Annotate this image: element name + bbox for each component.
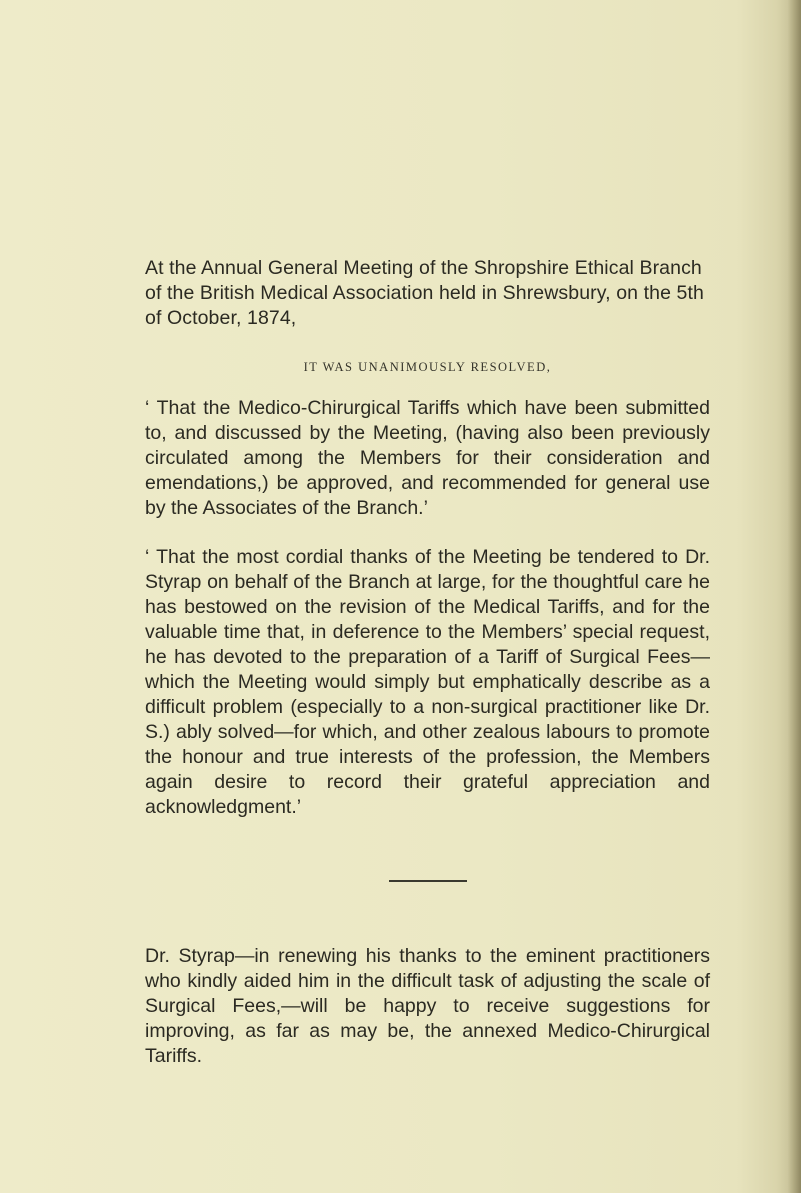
book-spine-edge: [787, 0, 801, 1193]
meeting-intro: At the Annual General Meeting of the Shropshire Ethical Branch of the British Medical Association held in Shrewsbury, on the 5th of October, 1874,: [145, 257, 704, 329]
resolved-heading: IT WAS UNANIMOUSLY RESOLVED,: [303, 360, 552, 374]
section-divider: [389, 880, 467, 882]
document-body: [145, 256, 710, 1069]
resolution-thanks: ‘ That the most cordial thanks of the Meeting be tendered to Dr. Styrap on behalf of the Branch at large, for the thoughtful care he has bestowed on the revision of the Medical Tariffs, and for the valuable time that, in deference to the Members’ special request, he has devoted to the preparation of a Tariff of Surgical Fees—which the Meeting would simply but emphatically describe as a difficult problem (especially to a non-surgical practitioner like Dr. S.) ably solved—for which, and other zealous labours to promote the honour and true interests of the profession, the Members again desire to record their grateful appreciation and acknowledgment.’: [145, 546, 710, 818]
closing-note: Dr. Styrap—in renewing his thanks to the eminent practitioners who kindly aided him in the difficult task of adjusting the scale of Surgical Fees,—will be happy to receive suggestions for improving, as far as may be, the annexed Medico-Chirurgical Tariffs.: [145, 945, 710, 1067]
resolution-tariffs: ‘ That the Medico-Chirurgical Tariffs which have been submitted to, and discussed by the Meeting, (having also been previously circulated among the Members for their consideration and emendations,) be approved, and recommended for general use by the Associates of the Branch.’: [145, 397, 710, 519]
